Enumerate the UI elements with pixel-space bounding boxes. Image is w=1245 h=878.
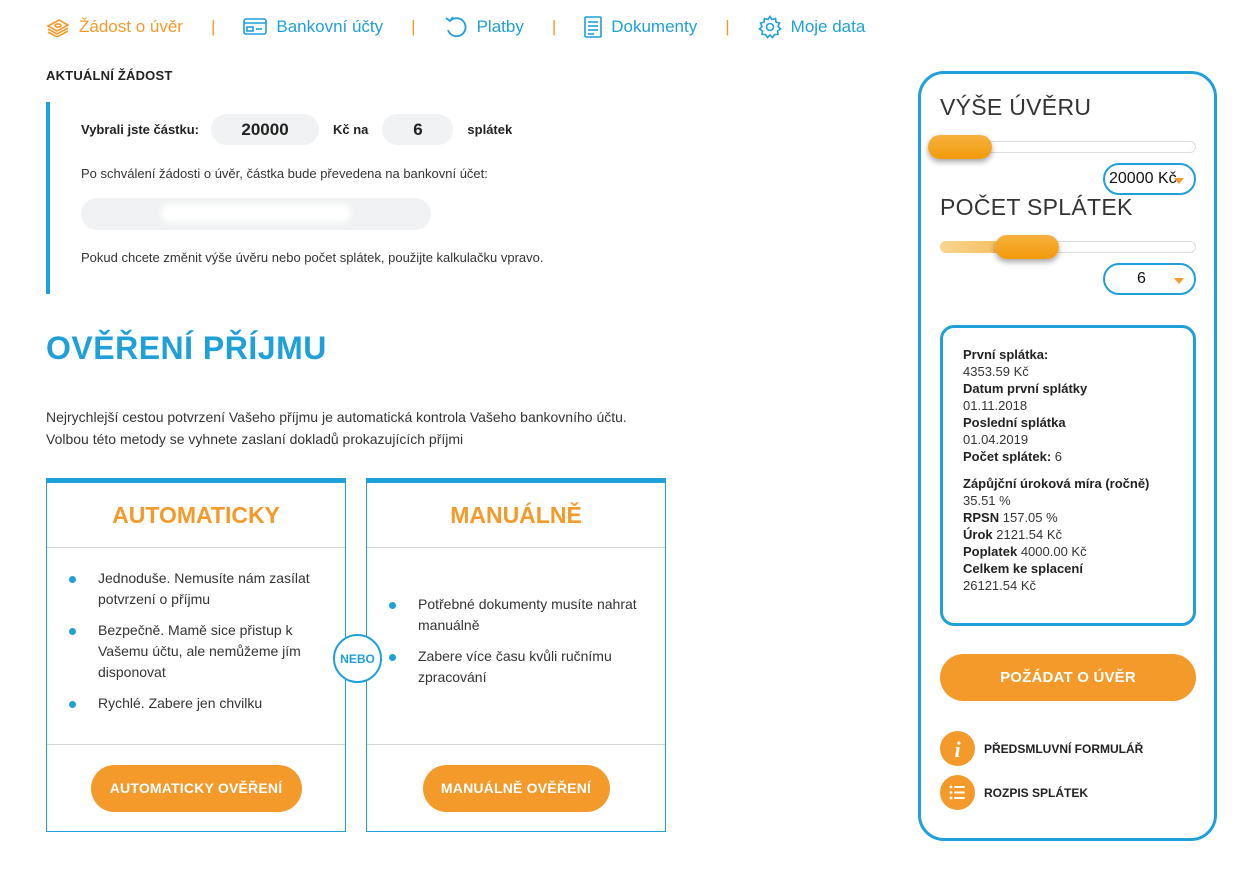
count-label: Počet splátek: (963, 449, 1052, 464)
bank-account-field (81, 198, 431, 230)
loan-amount-slider-handle[interactable] (928, 135, 992, 159)
gear-icon (758, 15, 782, 39)
change-hint-text: Pokud chcete změnit výše úvěru nebo počet splátek, použijte kalkulačku vpravo. (81, 250, 544, 265)
fee-label: Poplatek (963, 544, 1018, 559)
income-description-line: Volbou této metody se vyhnete zaslaní dokladů prokazujících příjmi (46, 431, 464, 447)
rpsn-label: RPSN (963, 510, 1000, 525)
automatic-card-title: AUTOMATICKY (47, 483, 345, 548)
dropdown-caret-icon (1174, 278, 1184, 284)
chosen-amount-label: Vybrali jste částku: (81, 122, 200, 137)
automatic-method-card (46, 478, 346, 832)
nav-payments[interactable] (444, 16, 524, 38)
nav-separator: | (725, 17, 730, 36)
list-icon (940, 775, 975, 810)
manual-card-footer (367, 745, 665, 831)
list-item: Bezpečně. Mamě sice přistup k Vašemu účtu, ale nemůžeme jím disponovat (69, 620, 325, 683)
rpsn-value: 157.05 % (1002, 510, 1058, 525)
money-stack-icon (46, 17, 70, 37)
current-request-heading: AKTUÁLNÍ ŽÁDOST (46, 68, 173, 83)
installment-count-select-value: 6 (1137, 270, 1146, 287)
list-item: Zabere více času kvůli ručnímu zpracování (389, 646, 645, 688)
income-verification-title: OVĚŘENÍ PŘÍJMU (46, 330, 327, 366)
loan-amount-value: 20000 (211, 114, 319, 145)
transfer-info-text: Po schválení žádosti o úvěr, částka bude převedena na bankovní účet: (81, 166, 488, 181)
loan-amount-select[interactable] (1103, 163, 1196, 195)
nav-separator: | (551, 17, 557, 36)
amount-row (81, 114, 512, 145)
precontract-form-label: PŘEDSMLUVNÍ FORMULÁŘ (984, 741, 1144, 756)
installments-value: 6 (382, 114, 453, 145)
loan-amount-select-value: 20000 Kč (1109, 170, 1177, 187)
redacted-account (161, 204, 351, 222)
installment-count-slider-handle[interactable] (995, 235, 1059, 259)
loan-calculator (918, 71, 1217, 841)
rate-label: Zápůjční úroková míra (ročně) (963, 476, 1150, 491)
manual-method-card (366, 478, 666, 832)
loan-amount-title: VÝŠE ÚVĚRU (940, 94, 1092, 120)
currency-label: Kč na (333, 122, 369, 137)
list-item: Potřebné dokumenty musíte nahrat manuálně (389, 594, 645, 636)
installment-schedule-link[interactable] (940, 775, 1088, 810)
rate-value: 35.51 % (963, 493, 1011, 508)
total-label: Celkem ke splacení (963, 561, 1083, 576)
last-payment-value: 01.04.2019 (963, 432, 1029, 447)
document-icon (584, 16, 602, 38)
installments-label: splátek (467, 122, 513, 137)
interest-value: 2121.54 Kč (996, 527, 1063, 542)
nav-bank-accounts[interactable] (243, 17, 383, 37)
income-description-line: Nejrychlejší cestou potvrzení Vašeho příjmu je automatická kontrola Vašeho bankovního účtu. (46, 409, 627, 425)
manual-points-list (389, 594, 645, 688)
nav-payments-label: Platby (476, 17, 524, 36)
installment-count-title: POČET SPLÁTEK (940, 194, 1133, 220)
bank-card-icon (243, 18, 267, 36)
first-date-value: 01.11.2018 (963, 398, 1028, 413)
manual-verification-button[interactable]: MANUÁLNĚ OVĚŘENÍ (423, 765, 610, 812)
first-date-label: Datum první splátky (963, 381, 1088, 396)
info-icon (940, 731, 975, 766)
count-value: 6 (1054, 449, 1063, 464)
nav-bank-accounts-label: Bankovní účty (276, 17, 384, 36)
automatic-verification-button[interactable]: AUTOMATICKY OVĚŘENÍ (91, 765, 302, 812)
automatic-card-footer (47, 745, 345, 831)
installment-schedule-label: ROZPIS SPLÁTEK (984, 785, 1089, 800)
or-badge: NEBO (333, 634, 382, 683)
installment-count-slider[interactable] (940, 241, 1196, 253)
last-payment-label: Poslední splátka (963, 415, 1066, 430)
current-request-panel (46, 102, 606, 294)
nav-documents[interactable] (584, 16, 697, 38)
undo-arrow-icon (444, 16, 468, 38)
list-item: Jednoduše. Nemusíte nám zasílat potvrzení o příjmu (69, 568, 325, 610)
dropdown-caret-icon (1174, 178, 1184, 184)
nav-separator: | (411, 17, 416, 36)
nav-separator: | (210, 17, 216, 36)
nav-my-data[interactable] (758, 15, 866, 39)
precontract-form-link[interactable] (940, 731, 1143, 766)
nav-loan-request[interactable] (46, 17, 183, 37)
interest-label: Úrok (963, 527, 993, 542)
nav-loan-request-label: Žádost o úvěr (79, 17, 183, 36)
svg-text:i: i (954, 737, 961, 762)
automatic-benefits-list (69, 568, 325, 714)
income-description (46, 406, 627, 450)
list-item: Rychlé. Zabere jen chvilku (69, 693, 325, 714)
manual-card-title: MANUÁLNĚ (367, 483, 665, 548)
nav-documents-label: Dokumenty (611, 17, 698, 36)
manual-card-body (367, 548, 665, 745)
loan-amount-slider[interactable] (940, 141, 1196, 153)
fee-value: 4000.00 Kč (1020, 544, 1087, 559)
first-payment-value: 4353.59 Kč (963, 364, 1029, 379)
total-value: 26121.54 Kč (963, 578, 1037, 593)
automatic-card-body (47, 548, 345, 745)
installment-count-select[interactable] (1103, 263, 1196, 295)
first-payment-label: První splátka: (963, 347, 1049, 362)
request-loan-button[interactable]: POŽÁDAT O ÚVĚR (940, 654, 1196, 701)
loan-summary (940, 325, 1196, 626)
nav-my-data-label: Moje data (790, 17, 866, 36)
top-navigation (46, 14, 865, 40)
